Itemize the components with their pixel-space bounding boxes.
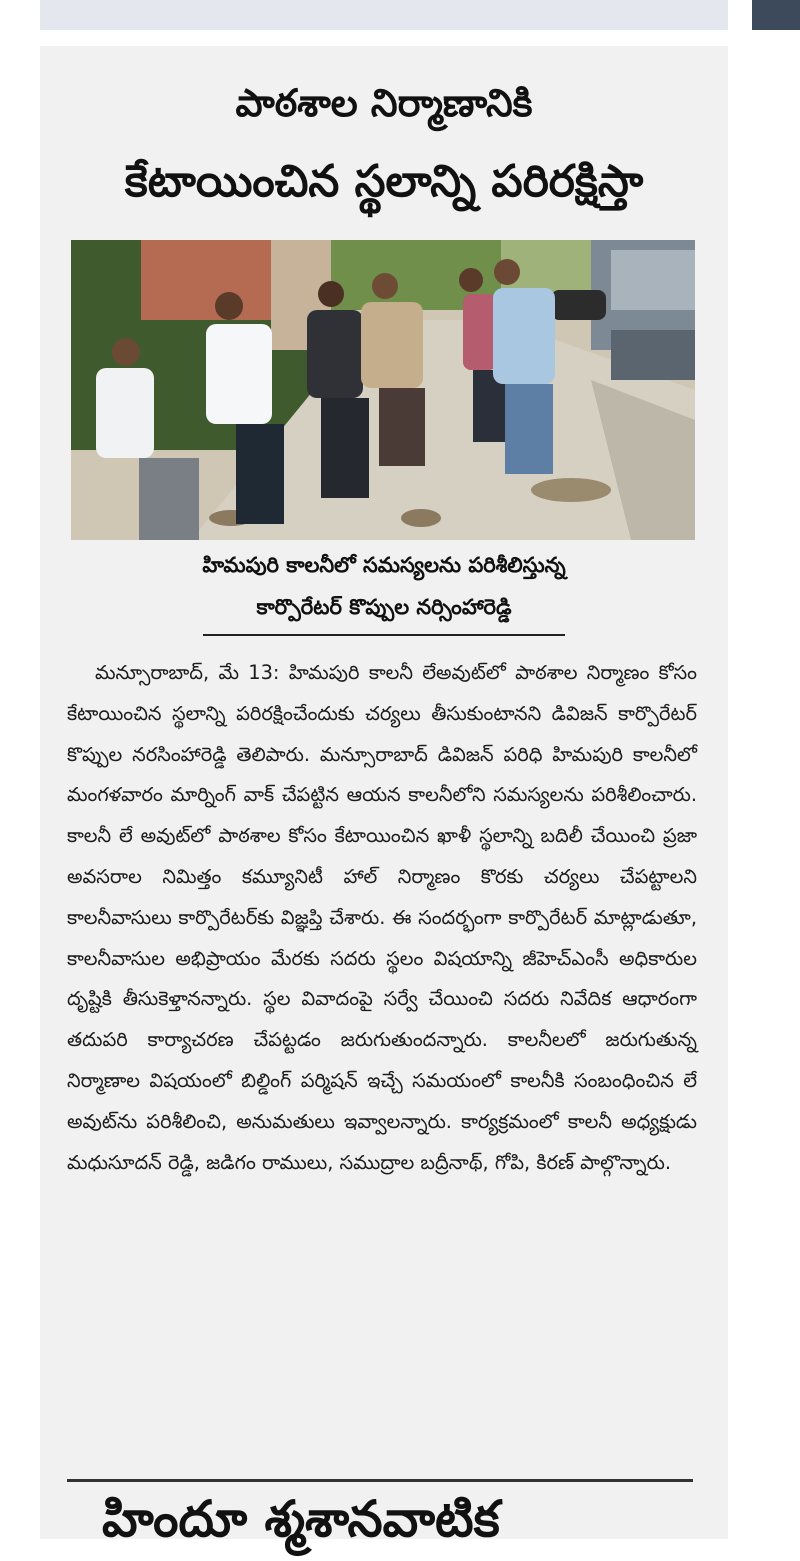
headline-line-1: పాఠశాల నిర్మాణానికి xyxy=(235,81,533,125)
photo-caption-line-1: హిమపురి కాలనీలో సమస్యలను పరిశీలిస్తున్న xyxy=(202,553,566,577)
next-article-headline: హిందూ శ్మశానవాటిక xyxy=(102,1490,500,1548)
article-body xyxy=(67,653,697,1183)
top-corner-block xyxy=(752,0,800,30)
caption-underline xyxy=(203,634,565,636)
article-divider xyxy=(67,1479,693,1482)
article-photo xyxy=(71,240,695,540)
article-photo-illustration xyxy=(71,240,695,540)
top-bar xyxy=(40,0,728,30)
newspaper-clipping xyxy=(40,46,728,1548)
headline-line-2: కేటాయించిన స్థలాన్ని పరిరక్షిస్తా xyxy=(124,156,644,207)
photo-caption-line-2: కార్పొరేటర్ కొప్పుల నర్సింహారెడ్డి xyxy=(256,595,512,619)
article-body-paragraph: మన్సూరాబాద్, మే 13: హిమపురి కాలనీ లేఅవుట్‌లో పాఠశాల నిర్మాణం కోసం కేటాయించిన స్థలాన్ని పరిరక్షించేందుకు చర్యలు తీసుకుంటానని డివిజన్ కార్పొరేటర్ కొప్పుల నరసింహారెడ్డి తెలిపారు. మన్సూరాబాద్ డివిజన్ పరిధి హిమపురి కాలనీలో మంగళవారం మార్నింగ్ వాక్ చేపట్టిన ఆయన కాలనీలోని సమస్యలను పరిశీలించారు. కాలనీ లే అవుట్‌లో పాఠశాల కోసం కేటాయించిన ఖాళీ స్థలాన్ని బదిలీ చేయించి ప్రజా అవసరాల నిమిత్తం కమ్యూనిటీ హాల్ నిర్మాణం కొరకు చర్యలు చేపట్టాలని కాలనీవాసులు కార్పొరేటర్‌కు విజ్ఞప్తి చేశారు. ఈ సందర్భంగా కార్పొరేటర్ మాట్లాడుతూ, కాలనీవాసుల అభిప్రాయం మేరకు సదరు స్థలం విషయాన్ని జీహెచ్ఎంసీ అధికారుల దృష్టికి తీసుకెళ్తానన్నారు. స్థల వివాదంపై సర్వే చేయించి సదరు నివేదిక ఆధారంగా తదుపరి కార్యాచరణ చేపట్టడం జరుగుతుందన్నారు. కాలనీలలో జరుగుతున్న నిర్మాణాల విషయంలో బిల్డింగ్ పర్మిషన్ ఇచ్చే సమయంలో కాలనీకి సంబంధించిన లే అవుట్‌ను పరిశీలించి, అనుమతులు ఇవ్వాలన్నారు. కార్యక్రమంలో కాలనీ అధ్యక్షుడు మధుసూదన్ రెడ్డి, జడిగం రాములు, సముద్రాల బద్రీనాథ్, గోపి, కిరణ్ పాల్గొన్నారు. xyxy=(67,661,697,1174)
